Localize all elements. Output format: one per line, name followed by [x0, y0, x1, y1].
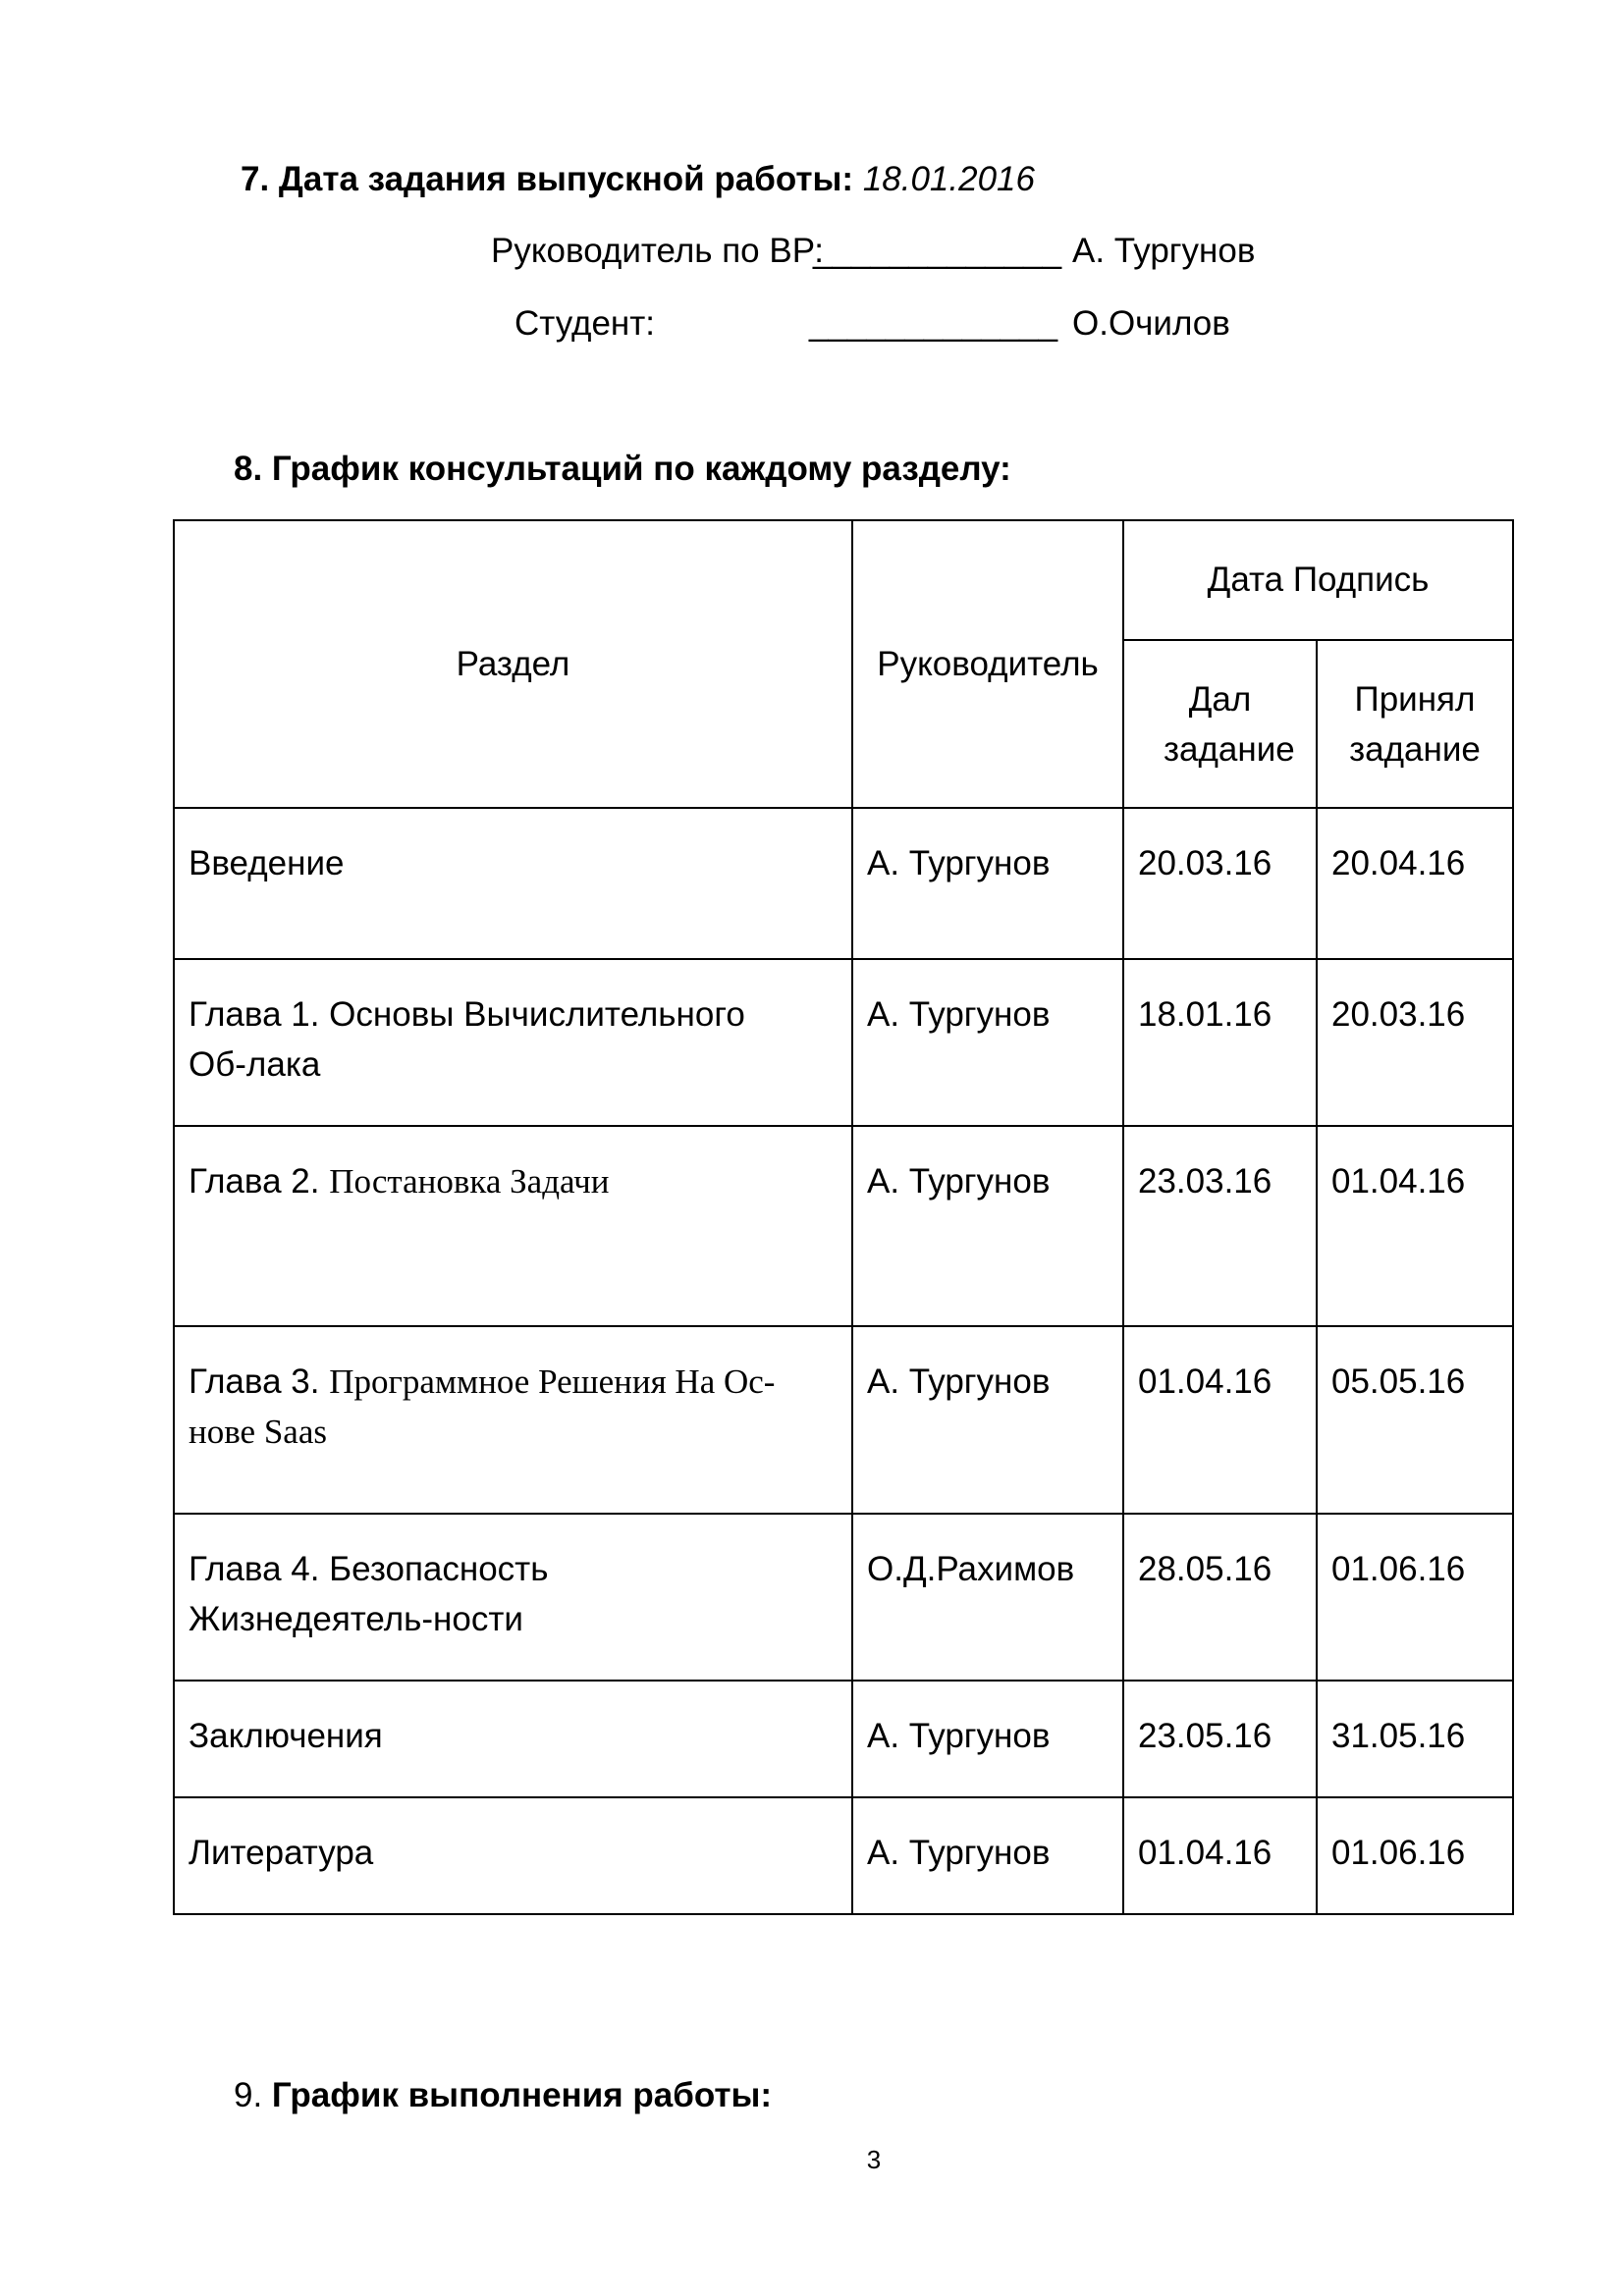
section-9-heading	[234, 2071, 772, 2120]
consultation-schedule-table	[173, 519, 1514, 1915]
student-label: Студент:	[514, 304, 656, 343]
section-8-heading: 8. График консультаций по каждому разделу:	[234, 450, 1011, 488]
row-accepted-date: 20.04.16	[1317, 808, 1513, 959]
header-accepted: Принял задание	[1317, 640, 1513, 808]
row-section: Глава 1. Основы Вычислительного Об-лака	[174, 959, 852, 1126]
table-row	[174, 808, 1513, 959]
row-supervisor: А. Тургунов	[852, 808, 1123, 959]
row-given-date: 28.05.16	[1123, 1514, 1317, 1681]
row-section-prefix: Глава 2.	[189, 1162, 330, 1201]
section-7-title: 7. Дата задания выпускной работы:	[241, 160, 854, 198]
supervisor-signature-line: _____________	[813, 232, 1062, 270]
row-supervisor: О.Д.Рахимов	[852, 1514, 1123, 1681]
row-section: Заключения	[174, 1681, 852, 1797]
table-row	[174, 1126, 1513, 1326]
row-accepted-date: 01.04.16	[1317, 1126, 1513, 1326]
table-row	[174, 1514, 1513, 1681]
row-given-date: 20.03.16	[1123, 808, 1317, 959]
row-section: Введение	[174, 808, 852, 959]
header-given: Дал задание	[1123, 640, 1317, 808]
table-row	[174, 1681, 1513, 1797]
row-supervisor: А. Тургунов	[852, 1126, 1123, 1326]
row-accepted-date: 05.05.16	[1317, 1326, 1513, 1514]
row-given-date: 01.04.16	[1123, 1797, 1317, 1914]
row-supervisor: А. Тургунов	[852, 1681, 1123, 1797]
header-supervisor: Руководитель	[852, 520, 1123, 808]
row-accepted-date: 01.06.16	[1317, 1514, 1513, 1681]
row-supervisor: А. Тургунов	[852, 959, 1123, 1126]
supervisor-name: А. Тургунов	[1072, 232, 1256, 270]
table-header-row	[174, 520, 1513, 640]
row-section: Литература	[174, 1797, 852, 1914]
row-given-date: 01.04.16	[1123, 1326, 1317, 1514]
row-accepted-date: 31.05.16	[1317, 1681, 1513, 1797]
table-row	[174, 1797, 1513, 1914]
row-accepted-date: 20.03.16	[1317, 959, 1513, 1126]
row-given-date: 18.01.16	[1123, 959, 1317, 1126]
table-row	[174, 959, 1513, 1126]
row-accepted-date: 01.06.16	[1317, 1797, 1513, 1914]
row-section: Глава 4. Безопасность Жизнедеятель-ности	[174, 1514, 852, 1681]
row-supervisor: А. Тургунов	[852, 1326, 1123, 1514]
header-section: Раздел	[174, 520, 852, 808]
section-9-title: График выполнения работы:	[271, 2076, 773, 2114]
row-section	[174, 1326, 852, 1514]
supervisor-label: Руководитель по ВР:	[491, 232, 824, 270]
row-supervisor: А. Тургунов	[852, 1797, 1123, 1914]
page-number: 3	[866, 2145, 882, 2174]
student-name: О.Очилов	[1072, 304, 1230, 343]
row-given-date: 23.05.16	[1123, 1681, 1317, 1797]
row-section-prefix: Глава 3.	[189, 1362, 330, 1401]
section-7-heading	[241, 155, 1035, 204]
row-section-title: Постановка Задачи	[329, 1162, 610, 1201]
row-section	[174, 1126, 852, 1326]
row-section-title: Программное Решения На Ос-нове Saas	[189, 1362, 776, 1451]
header-date-sign: Дата Подпись	[1123, 520, 1513, 640]
student-signature-line: _____________	[809, 304, 1058, 343]
table-row	[174, 1326, 1513, 1514]
assignment-date: 18.01.2016	[862, 160, 1035, 198]
row-given-date: 23.03.16	[1123, 1126, 1317, 1326]
section-9-number: 9.	[234, 2076, 272, 2114]
